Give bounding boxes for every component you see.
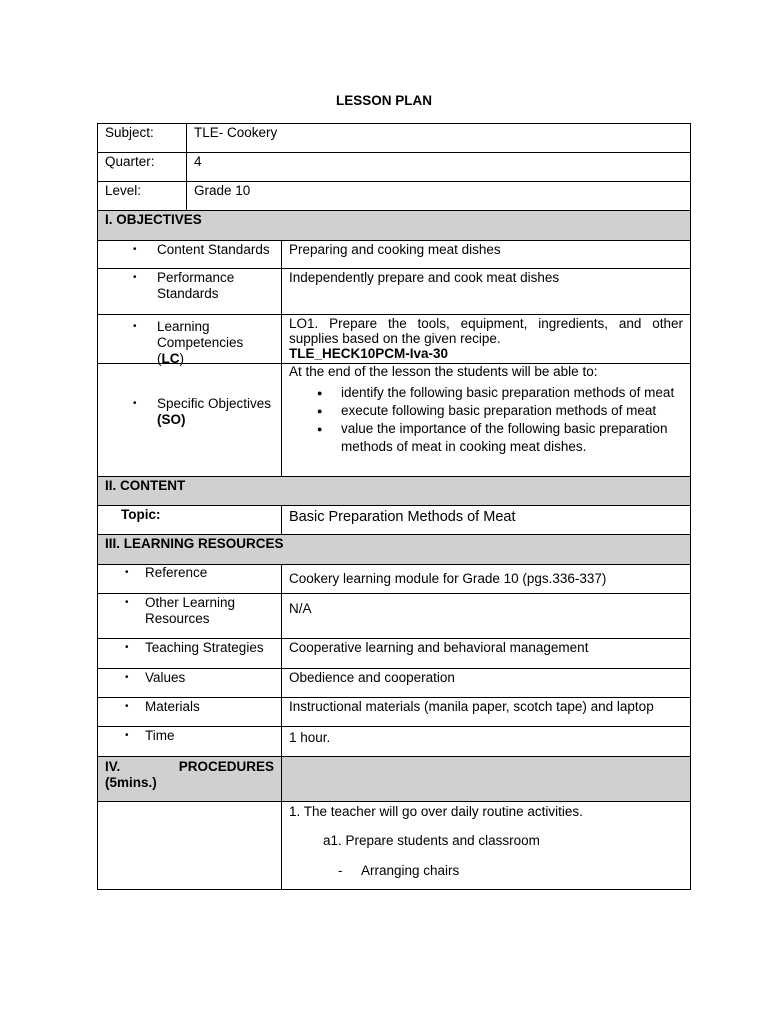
learning-competencies-value — [282, 315, 690, 363]
topic-value: Basic Preparation Methods of Meat — [289, 509, 516, 525]
reference-row — [97, 564, 691, 593]
objective-item: ● value the importance of the following basic preparation methods of meat in cooking meat dishes. — [289, 420, 683, 456]
quarter-value: 4 — [194, 154, 202, 169]
objective-item: ● execute following basic preparation methods of meat — [289, 402, 683, 420]
procedure-step-1: 1. The teacher will go over daily routine activities. — [289, 804, 583, 819]
performance-standards-row — [97, 268, 691, 314]
materials-value: Instructional materials (manila paper, scotch tape) and laptop — [289, 699, 654, 714]
teaching-strategies-label: • Teaching Strategies — [98, 639, 282, 668]
dash-marker: - — [338, 863, 343, 878]
procedures-heading-right — [282, 757, 690, 801]
procedure-steps — [282, 802, 690, 889]
teaching-strategies-row — [97, 638, 691, 668]
specific-objectives-label: • Specific Objectives (SO) — [98, 364, 282, 476]
time-row — [97, 726, 691, 756]
content-standards-row — [97, 240, 691, 268]
learning-competencies-label: • Learning Competencies (LC) — [98, 315, 282, 363]
materials-label: • Materials — [98, 698, 282, 726]
subject-label: Subject: — [98, 124, 187, 152]
document-title: LESSON PLAN — [335, 93, 432, 108]
quarter-row — [97, 152, 691, 181]
quarter-label: Quarter: — [98, 153, 187, 181]
time-value: 1 hour. — [289, 730, 331, 745]
resources-heading-row — [97, 534, 691, 564]
content-heading: II. CONTENT — [98, 477, 690, 505]
learning-competencies-row — [97, 314, 691, 366]
reference-label: • Reference — [98, 565, 282, 593]
other-resources-value: N/A — [289, 601, 312, 616]
level-value: Grade 10 — [194, 183, 251, 198]
topic-label: Topic: — [98, 506, 282, 534]
procedures-heading-row — [97, 756, 691, 801]
objectives-heading: I. OBJECTIVES — [98, 211, 690, 240]
teaching-strategies-value: Cooperative learning and behavioral management — [289, 640, 589, 655]
subject-row — [97, 123, 691, 152]
specific-objectives-intro: At the end of the lesson the students will be able to: — [289, 364, 598, 379]
values-label: • Values — [98, 669, 282, 697]
content-standards-label: • Content Standards — [98, 241, 282, 268]
objective-item: ● identify the following basic preparation methods of meat — [289, 384, 683, 402]
values-row — [97, 668, 691, 697]
time-label: • Time — [98, 727, 282, 756]
performance-standards-label: • Performance Standards — [98, 269, 282, 314]
procedures-heading: IV. PROCEDURES (5mins.) — [98, 757, 282, 801]
content-standards-value: Preparing and cooking meat dishes — [289, 242, 501, 257]
subject-value: TLE- Cookery — [194, 125, 278, 140]
specific-objectives-list — [289, 384, 683, 456]
competency-code: TLE_HECK10PCM-Iva-30 — [289, 346, 449, 361]
objectives-heading-row — [97, 210, 691, 240]
other-resources-row — [97, 593, 691, 638]
procedure-left-cell — [98, 802, 282, 889]
values-value: Obedience and cooperation — [289, 670, 455, 685]
reference-value: Cookery learning module for Grade 10 (pgs.336-337) — [289, 571, 607, 586]
specific-objectives-row — [97, 363, 691, 476]
resources-heading: III. LEARNING RESOURCES — [98, 535, 690, 564]
procedure-row — [97, 801, 691, 890]
content-heading-row — [97, 476, 691, 505]
specific-objectives-value — [282, 364, 690, 476]
learning-competencies-text: LO1. Prepare the tools, equipment, ingredients, and other supplies based on the given recipe. — [289, 316, 683, 346]
procedure-step-1a: a1. Prepare students and classroom — [323, 833, 540, 848]
materials-row — [97, 697, 691, 726]
other-resources-label: • Other Learning Resources — [98, 594, 282, 638]
procedure-step-1a-item: - Arranging chairs — [338, 863, 460, 878]
level-row — [97, 181, 691, 210]
performance-standards-value: Independently prepare and cook meat dishes — [289, 270, 560, 285]
level-label: Level: — [98, 182, 187, 210]
topic-row — [97, 505, 691, 534]
lesson-plan-table — [97, 123, 691, 890]
